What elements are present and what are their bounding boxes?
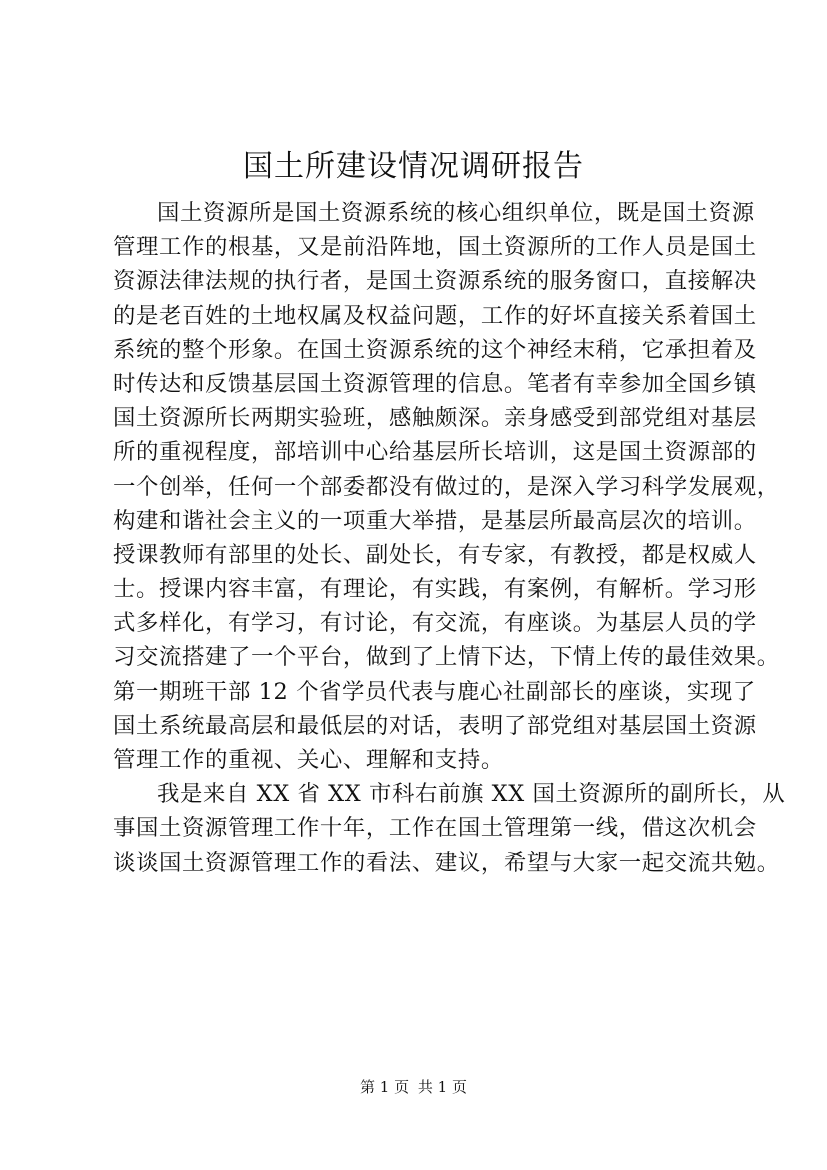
- paragraph-line: 式多样化，有学习，有讨论，有交流，有座谈。为基层人员的学: [113, 610, 757, 637]
- paragraph-line: 一个创举，任何一个部委都没有做过的，是深入学习科学发展观，: [113, 473, 780, 500]
- page-footer: [0, 1077, 827, 1097]
- paragraph-line: 谈谈国土资源管理工作的看法、建议，希望与大家一起交流共勉。: [113, 849, 780, 876]
- paragraph-line: 我是来自 XX 省 XX 市科右前旗 XX 国土资源所的副所长，从: [157, 781, 786, 808]
- paragraph-line: 资源法律法规的执行者，是国土资源系统的服务窗口，直接解决: [113, 268, 757, 295]
- paragraph-1: [113, 196, 780, 777]
- paragraph-line: 时传达和反馈基层国土资源管理的信息。笔者有幸参加全国乡镇: [113, 370, 757, 397]
- paragraph-line: 的是老百姓的土地权属及权益问题，工作的好坏直接关系着国土: [113, 302, 757, 329]
- paragraph-line: 授课教师有部里的处长、副处长，有专家，有教授，都是权威人: [113, 541, 757, 568]
- page-total: 共 1 页: [417, 1078, 467, 1096]
- paragraph-line: 管理工作的根基，又是前沿阵地，国土资源所的工作人员是国土: [113, 234, 757, 261]
- paragraph-line: 第一期班干部 12 个省学员代表与鹿心社副部长的座谈，实现了: [113, 678, 756, 705]
- paragraph-line: 国土资源所是国土资源系统的核心组织单位，既是国土资源: [157, 200, 755, 226]
- paragraph-2: [113, 777, 786, 880]
- page-number: 第 1 页: [360, 1078, 410, 1096]
- paragraph-line: 士。授课内容丰富，有理论，有实践，有案例，有解析。学习形: [113, 576, 757, 603]
- paragraph-line: 构建和谐社会主义的一项重大举措，是基层所最高层次的培训。: [113, 507, 757, 534]
- paragraph-line: 国土资源所长两期实验班，感触颇深。亲身感受到部党组对基层: [113, 405, 757, 432]
- paragraph-line: 所的重视程度，部培训中心给基层所长培训，这是国土资源部的: [113, 439, 757, 466]
- document-title: 国土所建设情况调研报告: [243, 149, 584, 184]
- document-body: [113, 196, 786, 880]
- paragraph-line: 管理工作的重视、关心、理解和支持。: [113, 747, 504, 773]
- paragraph-line: 事国土资源管理工作十年，工作在国土管理第一线，借这次机会: [113, 815, 757, 842]
- paragraph-line: 国土系统最高层和最低层的对话，表明了部党组对基层国土资源: [113, 712, 757, 739]
- paragraph-line: 系统的整个形象。在国土资源系统的这个神经末稍，它承担着及: [113, 336, 757, 363]
- paragraph-line: 习交流搭建了一个平台，做到了上情下达，下情上传的最佳效果。: [113, 644, 780, 671]
